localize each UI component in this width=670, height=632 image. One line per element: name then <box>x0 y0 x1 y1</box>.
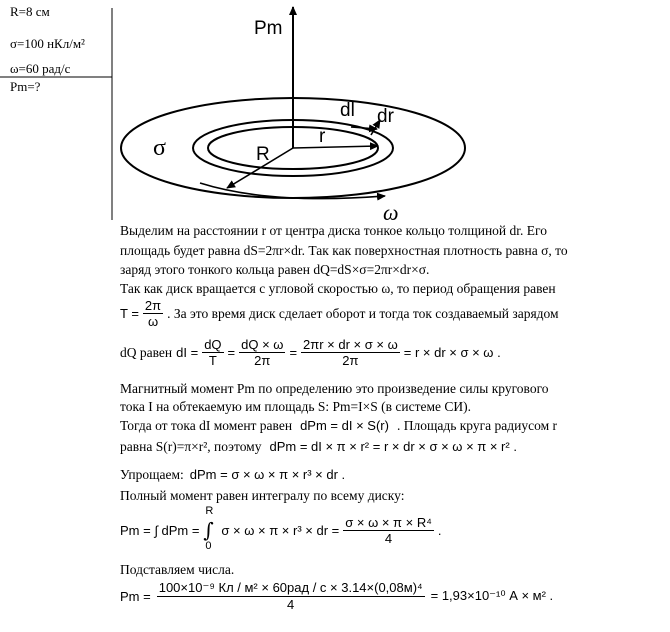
r-label: r <box>319 126 326 147</box>
current-fraction-2-num: dQ × ω <box>241 337 284 352</box>
given-sigma: σ=100 нКл/м² <box>10 36 85 51</box>
paragraph-3-line-1: Магнитный момент Pm по определению это произведение силы кругового <box>120 381 549 396</box>
final-result: = 1,93×10⁻¹⁰ А × м² . <box>430 588 554 603</box>
current-fraction-3-num: 2πr × dr × σ × ω <box>303 337 398 352</box>
given-find: Pm=? <box>10 79 41 94</box>
dr-label: dr <box>377 106 394 127</box>
omega-rotation-arc <box>200 183 385 199</box>
integral-sign: ∫ <box>203 518 214 542</box>
paragraph-1-line-1: Выделим на расстоянии r от центра диска тонкое кольцо толщиной dr. Его <box>120 223 547 238</box>
integral-end: . <box>437 522 442 538</box>
dl-label: dl <box>340 100 355 121</box>
final-denominator: 4 <box>287 597 295 612</box>
period-formula <box>120 298 559 329</box>
period-fraction <box>143 298 163 329</box>
integral-upper-limit: R <box>205 505 214 517</box>
final-numerator: 100×10⁻⁹ Кл / м² × 60рад / с × 3.14×(0,08м)⁴ <box>158 580 423 595</box>
paragraph-2-line-1: Так как диск вращается с угловой скоростью ω, то период обращения равен <box>120 281 556 296</box>
sigma-label: σ <box>153 135 166 161</box>
current-fraction-1-num: dQ <box>204 337 222 352</box>
paragraph-4-line-1-end: . Площадь круга радиусом r <box>396 418 557 433</box>
paragraph-7: Подставляем числа. <box>120 562 235 577</box>
disk-diagram <box>0 0 670 225</box>
paragraph-2-line-3: dQ равен <box>120 345 173 360</box>
definite-integral <box>203 507 217 553</box>
simplify-label: Упрощаем: <box>120 467 184 482</box>
r-vector-arrow <box>293 146 378 148</box>
period-lhs: T = <box>120 306 139 321</box>
paragraph-1-line-2: площадь будет равна dS=2πr×dr. Так как поверхностная плотность равна σ, то <box>120 243 568 258</box>
current-formula: dQ равен dI = $\frac{dQ}{T}$ = $\frac{dQ \times \omega}{2\pi}$ = $\frac{2\pi r \times dr \times \sigma \times \omega}{2\pi}$ = r × dr × σ × ω . <box>120 337 501 368</box>
given-omega: ω=60 рад/с <box>10 61 71 76</box>
integral-result-num: σ × ω × π × R⁴ <box>345 514 432 530</box>
paragraph-4-line-1 <box>120 417 557 434</box>
paragraph-5 <box>120 466 345 483</box>
integral-formula <box>120 505 441 555</box>
current-result: = r × dr × σ × ω . <box>403 345 501 360</box>
simplified-formula: dPm = σ × ω × π × r³ × dr . <box>189 467 346 482</box>
paragraph-2-line-2: . За это время диск сделает оборот и тогда ток создаваемый зарядом <box>167 306 559 321</box>
integral-lhs: Pm = ∫ dPm = <box>120 522 200 538</box>
paragraph-6: Полный момент равен интегралу по всему диску: <box>120 488 405 503</box>
moment-expanded-formula: dPm = dI × π × r² = r × dr × σ × ω × π × r² . <box>269 439 517 454</box>
final-lhs: Pm = <box>120 588 151 604</box>
integral-lower-limit: 0 <box>205 540 212 552</box>
R-label: R <box>256 144 270 165</box>
current-lhs: dI = <box>176 345 199 360</box>
current-fraction-3-den: 2π <box>342 353 359 368</box>
final-fraction <box>157 580 425 612</box>
pm-axis-label: Pm <box>254 18 283 39</box>
moment-differential-formula: dPm = dI × S(r) <box>300 418 389 433</box>
period-numerator: 2π <box>144 298 162 313</box>
paragraph-4-line-2 <box>120 438 517 455</box>
current-fraction-2 <box>239 337 285 368</box>
final-formula <box>120 580 553 612</box>
current-fraction-3 <box>301 337 400 368</box>
current-fraction-1 <box>202 337 223 368</box>
paragraph-4-line-1-start: Тогда от тока dI момент равен <box>120 418 293 433</box>
period-denominator: ω <box>147 314 159 329</box>
dl-tangent-arrow <box>351 127 377 129</box>
omega-label: ω <box>383 200 399 225</box>
current-fraction-1-den: T <box>208 353 217 368</box>
integral-result-den: 4 <box>384 530 393 546</box>
given-R: R=8 см <box>10 4 50 19</box>
paragraph-3-line-2: тока I на обтекаемую им площадь S: Pm=I×S (в системе СИ). <box>120 399 472 414</box>
paragraph-4-line-2-start: равна S(r)=π×r², поэтому <box>120 439 262 454</box>
paragraph-1-line-3: заряд этого тонкого кольца равен dQ=dS×σ=2πr×dr×σ. <box>120 262 430 277</box>
current-fraction-2-den: 2π <box>254 353 271 368</box>
integral-body: σ × ω × π × r³ × dr = <box>221 522 340 538</box>
integral-result-fraction <box>343 515 434 546</box>
